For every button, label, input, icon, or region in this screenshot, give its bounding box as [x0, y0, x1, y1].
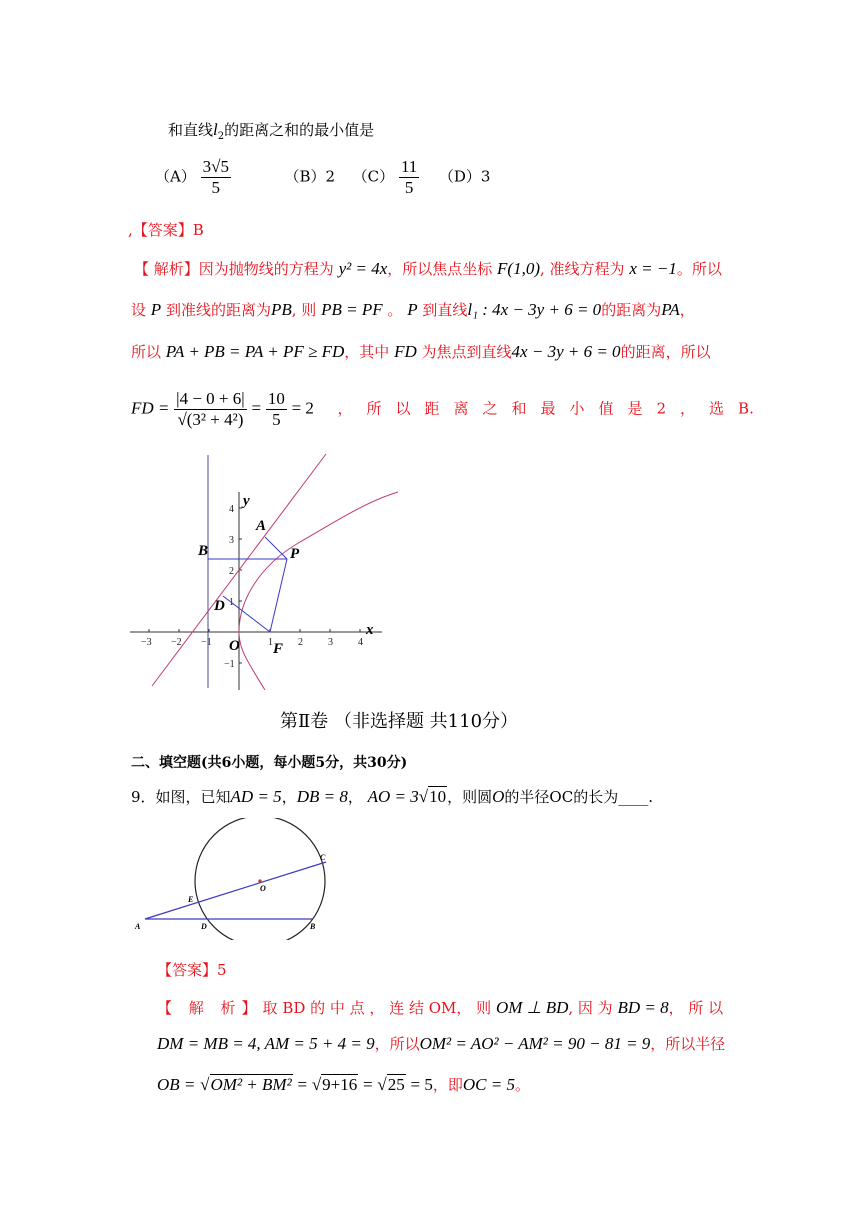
- distance-fraction: $\frac{|4 - 0 + 6|}{\text{√(3² + 4²)}}$: [176, 389, 245, 429]
- x-tick-label: −2: [171, 637, 182, 648]
- point-f-label: F: [273, 641, 284, 657]
- x-tick-label: −1: [201, 637, 212, 648]
- ten-over-five: $\frac{10}{5}$: [267, 389, 285, 429]
- label-c: C: [320, 853, 326, 862]
- option-a-label: （A）: [155, 167, 196, 186]
- circle-figure: [130, 818, 340, 940]
- q8-analysis-line2: 设 P 到准线的距离为PB, 则 PB = PF 。 P 到直线l₁ : 4x − 3y + 6 = 0的距离为PA，: [131, 300, 695, 319]
- q9-stem: 9．如图，已知AD = 5，DB = 8， AO = 3√10，则圆O的半径OC的长为____.: [131, 787, 653, 806]
- option-a-fraction: $\frac{3√5}{5}$: [202, 157, 229, 197]
- point-a-label: A: [256, 518, 267, 534]
- y-tick-label: 1: [229, 597, 234, 608]
- option-c-label: （C）: [352, 167, 395, 186]
- x-tick-label: 2: [298, 637, 303, 648]
- y-tick-label: 4: [229, 504, 234, 515]
- label-a: A: [135, 922, 141, 931]
- q9-answer: 【答案】5: [157, 961, 227, 979]
- option-b: （B）2: [284, 167, 336, 186]
- q8-analysis-line4: FD = $\frac{|4 - 0 + 6|}{\text{√(3² + 4²)}}$ = $\frac{10}{5}$ = 2 ，所以距离之和最小值是2，选B.: [131, 389, 754, 429]
- point-d-label: D: [214, 598, 225, 614]
- option-d: （D）3: [438, 167, 491, 186]
- label-o: O: [260, 884, 266, 893]
- x-tick-label: 1: [268, 637, 273, 648]
- label-b: B: [310, 922, 316, 931]
- point-o-label: O: [229, 638, 240, 654]
- x-tick-label: 3: [328, 637, 333, 648]
- y-tick-label: 2: [229, 566, 234, 577]
- x-tick-label: 4: [358, 637, 363, 648]
- q8-analysis-line3: 所以 PA + PB = PA + PF ≥ FD，其中 FD 为焦点到直线4x − 3y + 6 = 0的距离，所以: [131, 342, 711, 361]
- point-p-label: P: [290, 546, 300, 562]
- construction-segments: [208, 537, 287, 632]
- section-heading: 二、填空题(共6小题，每小题5分，共30分): [131, 755, 408, 771]
- x-axis-label: x: [366, 622, 374, 638]
- segment-ac: [145, 862, 326, 919]
- circle-o: [195, 818, 325, 940]
- label-d: D: [201, 922, 207, 931]
- parabola-graph: [120, 450, 410, 690]
- y-axis-label: y: [243, 493, 250, 509]
- q9-analysis-line1: 【 解 析】取 BD 的 中 点 ， 连 结 OM， 则 OM ⊥ BD, 因 为 BD = 8， 所 以: [157, 998, 724, 1017]
- section-title: 第Ⅱ卷 （非选择题 共110分）: [280, 711, 519, 732]
- q9-analysis-line3: OB = √OM² + BM² = √9+16 = √25 = 5，即OC = 5。: [157, 1075, 531, 1094]
- q8-stem: 和直线$l_2$的距离之和的最小值是: [168, 120, 375, 142]
- q8-analysis-line1: 【 解析】因为抛物线的方程为 y² = 4x，所以焦点坐标 F(1,0), 准线方程为 x = −1。所以: [134, 259, 722, 278]
- x-tick-label: −3: [141, 637, 152, 648]
- center-o: [258, 879, 261, 882]
- y-tick-label: 3: [229, 535, 234, 546]
- q8-options: [155, 157, 490, 198]
- point-b-label: B: [198, 543, 209, 559]
- y-tick-label: −1: [224, 659, 235, 670]
- q8-answer: ,【答案】B: [128, 221, 204, 239]
- option-c-fraction: $\frac{11}{5}$: [400, 157, 418, 197]
- q9-analysis-line2: DM = MB = 4, AM = 5 + 4 = 9，所以OM² = AO² − AM² = 90 − 81 = 9，所以半径: [157, 1034, 726, 1053]
- x-tick-labels: [141, 637, 363, 648]
- label-e: E: [188, 895, 194, 904]
